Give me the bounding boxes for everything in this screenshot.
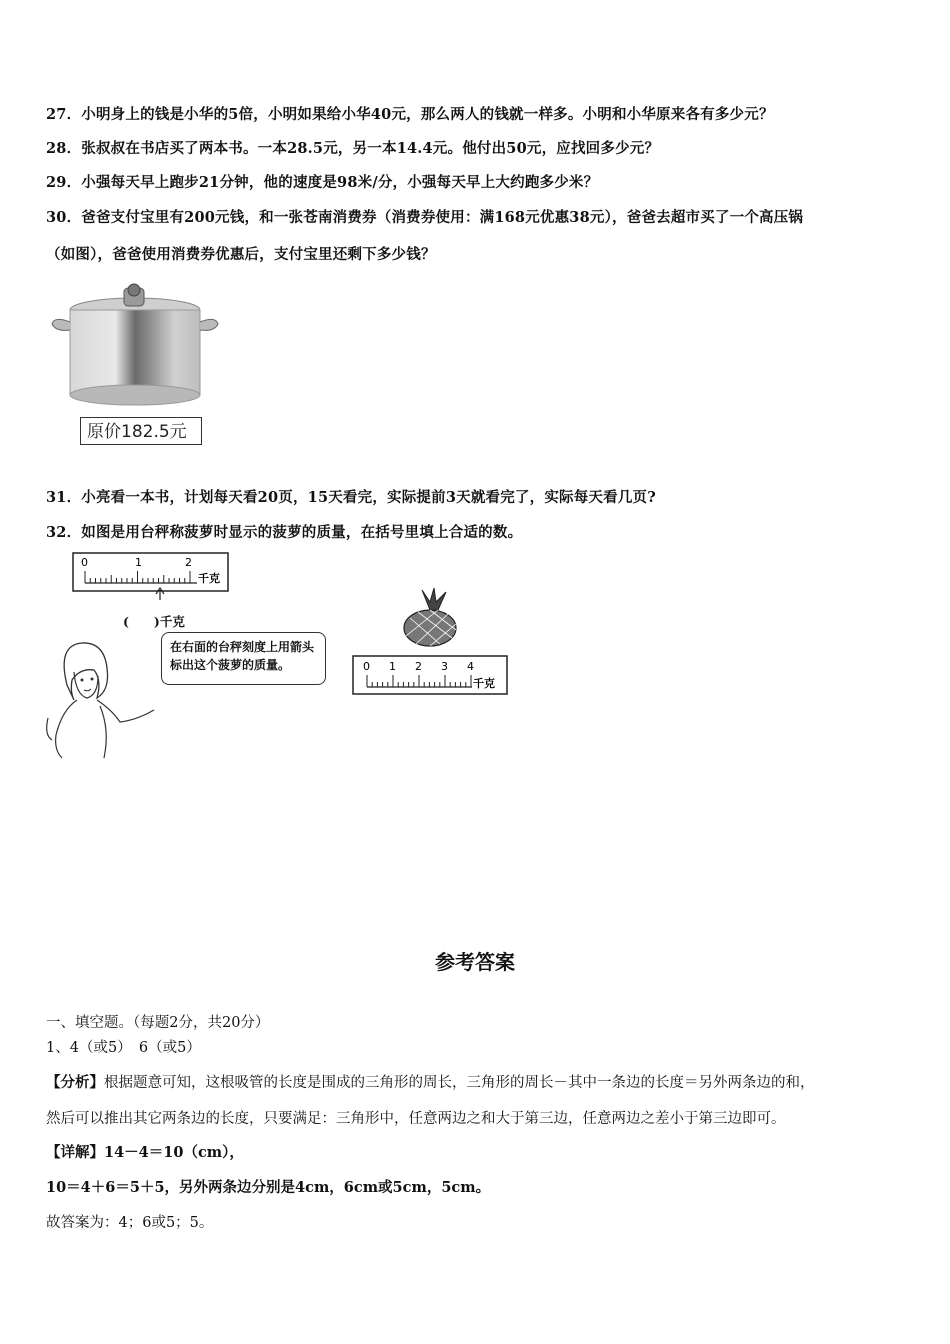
question-30-line1: 30．爸爸支付宝里有200元钱，和一张苍南消费券（消费券使用：满168元优惠38元），爸爸去超市买了一个高压锅 [46,209,804,226]
right-scale [352,655,512,697]
right-scale-tick-4: 4 [467,660,474,673]
detail-line-2: 10＝4＋6＝5＋5，另外两条边分别是4cm，6cm或5cm，5cm。 [46,1179,491,1196]
left-scale-tick-1: 1 [135,556,142,569]
detail-line-1 [46,1141,244,1162]
left-scale-tick-2: 2 [185,556,192,569]
detail-label: 【详解】 [46,1144,104,1161]
question-30-line2: （如图），爸爸使用消费券优惠后，支付宝里还剩下多少钱？ [46,246,436,263]
analysis-text-1: 根据题意可知，这根吸管的长度是围成的三角形的周长，三角形的周长－其中一条边的长度＝另外两条边的和， [104,1075,815,1091]
price-label: 原价182.5元 [80,417,202,445]
pineapple-image [400,588,464,648]
analysis-label: 【分析】 [46,1074,104,1091]
analysis-line-1 [46,1071,815,1092]
pressure-cooker-image [50,282,225,412]
question-27: 27．小明身上的钱是小华的5倍，小明如果给小华40元，那么两人的钱就一样多。小明和小华原来各有多少元？ [46,106,774,123]
left-scale-unit: 千克 [198,572,220,585]
right-scale-tick-2: 2 [415,660,422,673]
question-32: 32．如图是用台秤称菠萝时显示的菠萝的质量，在括号里填上合适的数。 [46,524,523,541]
speech-bubble: 在右面的台秤刻度上用箭头标出这个菠萝的质量。 [161,632,326,685]
answer-section-title: 参考答案 [435,950,515,974]
answer-item-1: 1、4（或5） 6（或5） [46,1040,201,1056]
answer-conclusion: 故答案为：4；6或5；5。 [46,1215,214,1231]
left-scale-answer-label: ( )千克 [123,614,185,629]
right-scale-tick-3: 3 [441,660,448,673]
analysis-line-2: 然后可以推出其它两条边的长度，只要满足：三角形中，任意两边之和大于第三边，任意两边之差小于第三边即可。 [46,1111,786,1127]
right-scale-unit: 千克 [473,677,495,690]
teacher-illustration [42,640,162,760]
question-29: 29．小强每天早上跑步21分钟，他的速度是98米/分，小强每天早上大约跑多少米？ [46,174,599,191]
left-scale [72,552,232,600]
right-scale-tick-0: 0 [363,660,370,673]
question-28: 28．张叔叔在书店买了两本书。一本28.5元，另一本14.4元。他付出50元，应找回多少元？ [46,140,660,157]
left-scale-tick-0: 0 [81,556,88,569]
question-31: 31．小亮看一本书，计划每天看20页，15天看完，实际提前3天就看完了，实际每天看几页? [46,489,656,506]
answer-part-heading: 一、填空题。（每题2分，共20分） [46,1015,270,1031]
detail-text-1: 14－4＝10（cm）， [104,1144,244,1161]
right-scale-tick-1: 1 [389,660,396,673]
